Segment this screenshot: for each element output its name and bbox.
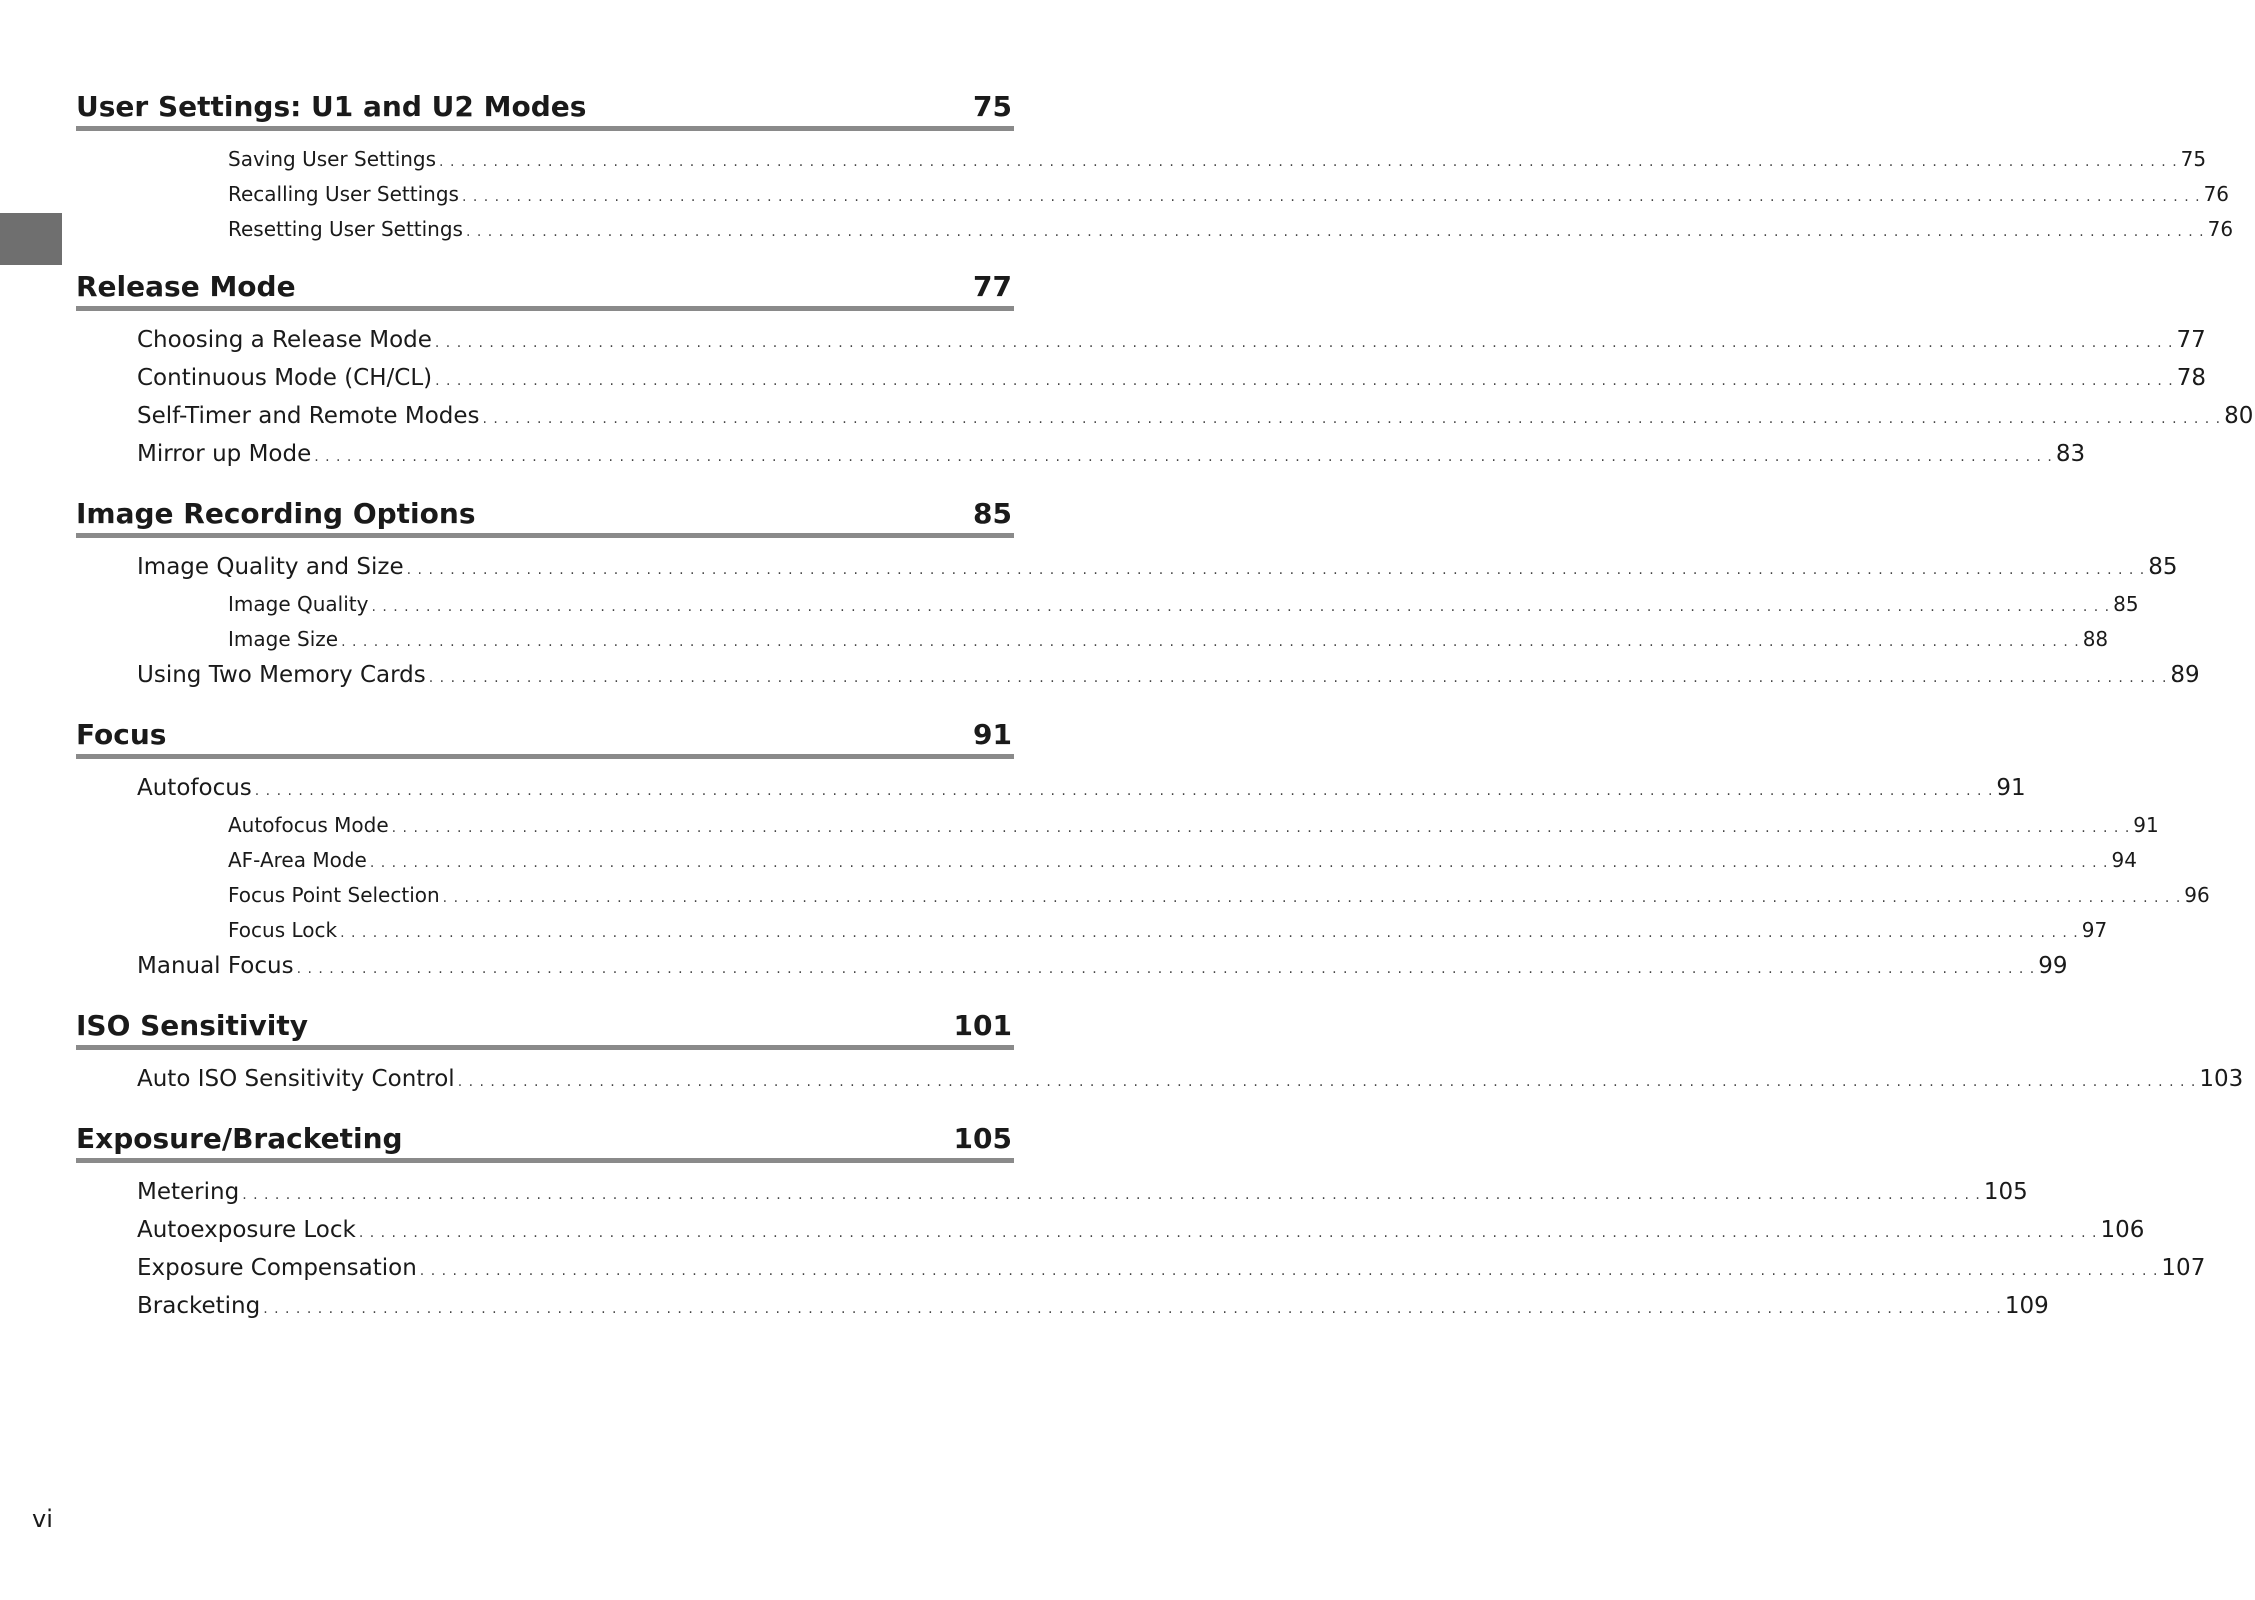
dot-leader: . . . . . . . . . . . . . . . . . . . . . . . . . . . . . . . . . . . . . . . . . . . . . . . . . . . . . . . . . . . . . . . . . . . . . . . . . . . . . . . . . . . . . . . . . . . . . . . . . . . . . . . . . . . . . . . . . . . . . . . . . . . . . . . . . . . . . . . . . . . . . . . . . . . . . . . . . . . . . . . . (341, 634, 2080, 650)
section-heading[interactable] (76, 485, 1014, 538)
entry-label: Focus Lock (228, 918, 338, 942)
dot-leader: . . . . . . . . . . . . . . . . . . . . . . . . . . . . . . . . . . . . . . . . . . . . . . . . . . . . . . . . . . . . . . . . . . . . . . . . . . . . . . . . . . . . . . . . . . . . . . . . . . . . . . . . . . . . . . . . . . . . . . . . . . . . . . . . . . . . . . . . . . . . . . . . . . . . . . . . . . . . . . . . (482, 411, 2222, 427)
toc-section-image-recording-options (76, 485, 2200, 696)
section-entries (76, 131, 2234, 248)
section-entries (76, 759, 2210, 987)
section-title: Image Recording Options (76, 497, 476, 530)
entry-page-number: 105 (1983, 1179, 2028, 1205)
toc-section-focus (76, 706, 2210, 987)
dot-leader: . . . . . . . . . . . . . . . . . . . . . . . . . . . . . . . . . . . . . . . . . . . . . . . . . . . . . . . . . . . . . . . . . . . . . . . . . . . . . . . . . . . . . . . . . . . . . . . . . . . . . . . . . . . . . . . . . . . . . . . . . . . . . . . . . . . . . . . . . . . . . . . . . . . . . . . . . . . . . . . . (428, 670, 2168, 686)
entry-page-number: 83 (2055, 441, 2086, 467)
dot-leader: . . . . . . . . . . . . . . . . . . . . . . . . . . . . . . . . . . . . . . . . . . . . . . . . . . . . . . . . . . . . . . . . . . . . . . . . . . . . . . . . . . . . . . . . . . . . . . . . . . . . . . . . . . . . . . . . . . . . . . . . . . . . . . . . . . . . . . . . . . . . . . . . . . . . . . . . . . . . . . . . (254, 783, 1994, 799)
entry-page-number: 80 (2224, 403, 2254, 429)
entry-label: Image Quality and Size (137, 554, 404, 580)
entry-label: Choosing a Release Mode (137, 327, 432, 353)
dot-leader: . . . . . . . . . . . . . . . . . . . . . . . . . . . . . . . . . . . . . . . . . . . . . . . . . . . . . . . . . . . . . . . . . . . . . . . . . . . . . . . . . . . . . . . . . . . . . . . . . . . . . . . . . . . . . . . . . . . . . . . . . . . . . . . . . . . . . . . . . . . . . . . . . . . . . . . . . . . . . . . . (419, 1263, 2159, 1279)
dot-leader: . . . . . . . . . . . . . . . . . . . . . . . . . . . . . . . . . . . . . . . . . . . . . . . . . . . . . . . . . . . . . . . . . . . . . . . . . . . . . . . . . . . . . . . . . . . . . . . . . . . . . . . . . . . . . . . . . . . . . . . . . . . . . . . . . . . . . . . . . . . . . . . . . . . . . . . . . . . . . . . . (358, 1225, 2098, 1241)
entry-page-number: 76 (2203, 182, 2230, 206)
entry-label: AF-Area Mode (228, 848, 367, 872)
dot-leader: . . . . . . . . . . . . . . . . . . . . . . . . . . . . . . . . . . . . . . . . . . . . . . . . . . . . . . . . . . . . . . . . . . . . . . . . . . . . . . . . . . . . . . . . . . . . . . . . . . . . . . . . . . . . . . . . . . . . . . . . . . . . . . . . . . . . . . . . . . . . . . . . . . . . . . . . . . . . . . . . (340, 925, 2079, 941)
section-heading[interactable] (76, 706, 1014, 759)
section-entries (76, 1163, 2206, 1327)
entry-label: Manual Focus (137, 953, 294, 979)
section-page-number: 105 (953, 1122, 1012, 1155)
toc-entry[interactable] (76, 623, 2109, 658)
entry-page-number: 89 (2170, 662, 2200, 688)
dot-leader: . . . . . . . . . . . . . . . . . . . . . . . . . . . . . . . . . . . . . . . . . . . . . . . . . . . . . . . . . . . . . . . . . . . . . . . . . . . . . . . . . . . . . . . . . . . . . . . . . . . . . . . . . . . . . . . . . . . . . . . . . . . . . . . . . . . . . . . . . . . . . . . . . . . . . . . . . . . . . . . . (369, 855, 2109, 871)
dot-leader: . . . . . . . . . . . . . . . . . . . . . . . . . . . . . . . . . . . . . . . . . . . . . . . . . . . . . . . . . . . . . . . . . . . . . . . . . . . . . . . . . . . . . . . . . . . . . . . . . . . . . . . . . . . . . . . . . . . . . . . . . . . . . . . . . . . . . . . . . . . . . . . . . . . . . . . . . . . . . . . . (457, 1074, 2197, 1090)
entry-label: Metering (137, 1179, 240, 1205)
entry-page-number: 75 (2180, 147, 2207, 171)
toc-entry[interactable] (76, 1289, 2049, 1327)
section-entries (76, 1050, 2244, 1100)
entry-label: Resetting User Settings (228, 217, 463, 241)
entry-label: Image Quality (228, 592, 369, 616)
toc-entry[interactable] (76, 399, 2254, 437)
toc-entry[interactable] (76, 949, 2068, 987)
entry-label: Autofocus (137, 775, 252, 801)
section-page-number: 101 (953, 1009, 1012, 1042)
entry-label: Recalling User Settings (228, 182, 459, 206)
entry-label: Autoexposure Lock (137, 1217, 356, 1243)
entry-page-number: 94 (2111, 848, 2137, 872)
section-entries (76, 311, 2254, 475)
toc-entry[interactable] (76, 771, 2026, 809)
toc-entry[interactable] (76, 178, 2230, 213)
entry-label: Mirror up Mode (137, 441, 312, 467)
dot-leader: . . . . . . . . . . . . . . . . . . . . . . . . . . . . . . . . . . . . . . . . . . . . . . . . . . . . . . . . . . . . . . . . . . . . . . . . . . . . . . . . . . . . . . . . . . . . . . . . . . . . . . . . . . . . . . . . . . . . . . . . . . . . . . . . . . . . . . . . . . . . . . . . . . . . . . . . . . . . . . . . (371, 599, 2111, 615)
toc-entry[interactable] (76, 588, 2139, 623)
entry-label: Image Size (228, 627, 339, 651)
section-title: Focus (76, 718, 167, 751)
toc-entry[interactable] (76, 658, 2200, 696)
toc-entry[interactable] (76, 1062, 2244, 1100)
toc-entry[interactable] (76, 1251, 2206, 1289)
section-page-number: 85 (973, 497, 1012, 530)
toc-section-release-mode (76, 258, 2254, 475)
entry-page-number: 91 (2133, 813, 2159, 837)
section-title: Exposure/Bracketing (76, 1122, 403, 1155)
dot-leader: . . . . . . . . . . . . . . . . . . . . . . . . . . . . . . . . . . . . . . . . . . . . . . . . . . . . . . . . . . . . . . . . . . . . . . . . . . . . . . . . . . . . . . . . . . . . . . . . . . . . . . . . . . . . . . . . . . . . . . . . . . . . . . . . . . . . . . . . . . . . . . . . . . . . . . . . . . . . . . . . (406, 562, 2146, 578)
dot-leader: . . . . . . . . . . . . . . . . . . . . . . . . . . . . . . . . . . . . . . . . . . . . . . . . . . . . . . . . . . . . . . . . . . . . . . . . . . . . . . . . . . . . . . . . . . . . . . . . . . . . . . . . . . . . . . . . . . . . . . . . . . . . . . . . . . . . . . . . . . . . . . . . . . . . . . . . . . . . . . . . (434, 335, 2174, 351)
chapter-tab-marker (0, 213, 62, 265)
toc-entry[interactable] (76, 914, 2108, 949)
toc-entry[interactable] (76, 1175, 2028, 1213)
section-page-number: 75 (973, 90, 1012, 123)
toc-entry[interactable] (76, 437, 2086, 475)
page-number: vi (32, 1505, 53, 1533)
section-page-number: 77 (973, 270, 1012, 303)
entry-label: Exposure Compensation (137, 1255, 417, 1281)
entry-page-number: 77 (2176, 327, 2206, 353)
entry-page-number: 85 (2148, 554, 2178, 580)
dot-leader: . . . . . . . . . . . . . . . . . . . . . . . . . . . . . . . . . . . . . . . . . . . . . . . . . . . . . . . . . . . . . . . . . . . . . . . . . . . . . . . . . . . . . . . . . . . . . . . . . . . . . . . . . . . . . . . . . . . . . . . . . . . . . . . . . . . . . . . . . . . . . . . . . . . . . . . . . . . . . . . . (314, 449, 2053, 465)
dot-leader: . . . . . . . . . . . . . . . . . . . . . . . . . . . . . . . . . . . . . . . . . . . . . . . . . . . . . . . . . . . . . . . . . . . . . . . . . . . . . . . . . . . . . . . . . . . . . . . . . . . . . . . . . . . . . . . . . . . . . . . . . . . . . . . . . . . . . . . . . . . . . . . . . . . . . . . . . . . . . . . . (461, 189, 2201, 205)
section-heading[interactable] (76, 997, 1014, 1050)
toc-entry[interactable] (76, 143, 2207, 178)
section-title: ISO Sensitivity (76, 1009, 308, 1042)
entry-page-number: 91 (1996, 775, 2026, 801)
entry-page-number: 99 (2038, 953, 2068, 979)
entry-page-number: 109 (2004, 1293, 2049, 1319)
entry-label: Using Two Memory Cards (137, 662, 426, 688)
section-title: Release Mode (76, 270, 296, 303)
entry-page-number: 103 (2199, 1066, 2244, 1092)
toc-entry[interactable] (76, 844, 2137, 879)
table-of-contents (76, 78, 2254, 1337)
section-heading[interactable] (76, 258, 1014, 311)
entry-page-number: 85 (2113, 592, 2139, 616)
entry-page-number: 76 (2207, 217, 2234, 241)
toc-entry[interactable] (76, 809, 2159, 844)
dot-leader: . . . . . . . . . . . . . . . . . . . . . . . . . . . . . . . . . . . . . . . . . . . . . . . . . . . . . . . . . . . . . . . . . . . . . . . . . . . . . . . . . . . . . . . . . . . . . . . . . . . . . . . . . . . . . . . . . . . . . . . . . . . . . . . . . . . . . . . . . . . . . . . . . . . . . . . . . . . . . . . . (435, 373, 2174, 389)
entry-page-number: 88 (2082, 627, 2109, 651)
toc-section-user-settings-u1-and-u2-modes (76, 78, 2234, 248)
toc-entry[interactable] (76, 1213, 2145, 1251)
section-title: User Settings: U1 and U2 Modes (76, 90, 587, 123)
entry-page-number: 78 (2176, 365, 2207, 391)
entry-page-number: 96 (2184, 883, 2210, 907)
entry-label: Bracketing (137, 1293, 261, 1319)
entry-page-number: 97 (2081, 918, 2108, 942)
section-heading[interactable] (76, 1110, 1014, 1163)
entry-page-number: 107 (2161, 1255, 2206, 1281)
toc-section-exposure-bracketing (76, 1110, 2206, 1327)
dot-leader: . . . . . . . . . . . . . . . . . . . . . . . . . . . . . . . . . . . . . . . . . . . . . . . . . . . . . . . . . . . . . . . . . . . . . . . . . . . . . . . . . . . . . . . . . . . . . . . . . . . . . . . . . . . . . . . . . . . . . . . . . . . . . . . . . . . . . . . . . . . . . . . . . . . . . . . . . . . . . . . . (296, 961, 2036, 977)
entry-label: Continuous Mode (CH/CL) (137, 365, 433, 391)
dot-leader: . . . . . . . . . . . . . . . . . . . . . . . . . . . . . . . . . . . . . . . . . . . . . . . . . . . . . . . . . . . . . . . . . . . . . . . . . . . . . . . . . . . . . . . . . . . . . . . . . . . . . . . . . . . . . . . . . . . . . . . . . . . . . . . . . . . . . . . . . . . . . . . . . . . . . . . . . . . . . . . . (465, 224, 2205, 240)
section-page-number: 91 (973, 718, 1012, 751)
dot-leader: . . . . . . . . . . . . . . . . . . . . . . . . . . . . . . . . . . . . . . . . . . . . . . . . . . . . . . . . . . . . . . . . . . . . . . . . . . . . . . . . . . . . . . . . . . . . . . . . . . . . . . . . . . . . . . . . . . . . . . . . . . . . . . . . . . . . . . . . . . . . . . . . . . . . . . . . . . . . . . . . (391, 820, 2131, 836)
toc-entry[interactable] (76, 879, 2210, 914)
toc-entry[interactable] (76, 550, 2178, 588)
entry-label: Focus Point Selection (228, 883, 440, 907)
entry-label: Autofocus Mode (228, 813, 389, 837)
dot-leader: . . . . . . . . . . . . . . . . . . . . . . . . . . . . . . . . . . . . . . . . . . . . . . . . . . . . . . . . . . . . . . . . . . . . . . . . . . . . . . . . . . . . . . . . . . . . . . . . . . . . . . . . . . . . . . . . . . . . . . . . . . . . . . . . . . . . . . . . . . . . . . . . . . . . . . . . . . . . . . . . (439, 154, 2178, 170)
entry-label: Auto ISO Sensitivity Control (137, 1066, 455, 1092)
section-heading[interactable] (76, 78, 1014, 131)
entry-label: Saving User Settings (228, 147, 437, 171)
toc-entry[interactable] (76, 213, 2234, 248)
dot-leader: . . . . . . . . . . . . . . . . . . . . . . . . . . . . . . . . . . . . . . . . . . . . . . . . . . . . . . . . . . . . . . . . . . . . . . . . . . . . . . . . . . . . . . . . . . . . . . . . . . . . . . . . . . . . . . . . . . . . . . . . . . . . . . . . . . . . . . . . . . . . . . . . . . . . . . . . . . . . . . . . (442, 890, 2182, 906)
entry-label: Self-Timer and Remote Modes (137, 403, 480, 429)
toc-entry[interactable] (76, 323, 2206, 361)
entry-page-number: 106 (2100, 1217, 2145, 1243)
section-entries (76, 538, 2200, 696)
dot-leader: . . . . . . . . . . . . . . . . . . . . . . . . . . . . . . . . . . . . . . . . . . . . . . . . . . . . . . . . . . . . . . . . . . . . . . . . . . . . . . . . . . . . . . . . . . . . . . . . . . . . . . . . . . . . . . . . . . . . . . . . . . . . . . . . . . . . . . . . . . . . . . . . . . . . . . . . . . . . . . . . (242, 1187, 1981, 1203)
toc-entry[interactable] (76, 361, 2207, 399)
toc-section-iso-sensitivity (76, 997, 2244, 1100)
dot-leader: . . . . . . . . . . . . . . . . . . . . . . . . . . . . . . . . . . . . . . . . . . . . . . . . . . . . . . . . . . . . . . . . . . . . . . . . . . . . . . . . . . . . . . . . . . . . . . . . . . . . . . . . . . . . . . . . . . . . . . . . . . . . . . . . . . . . . . . . . . . . . . . . . . . . . . . . . . . . . . . . (263, 1301, 2002, 1317)
